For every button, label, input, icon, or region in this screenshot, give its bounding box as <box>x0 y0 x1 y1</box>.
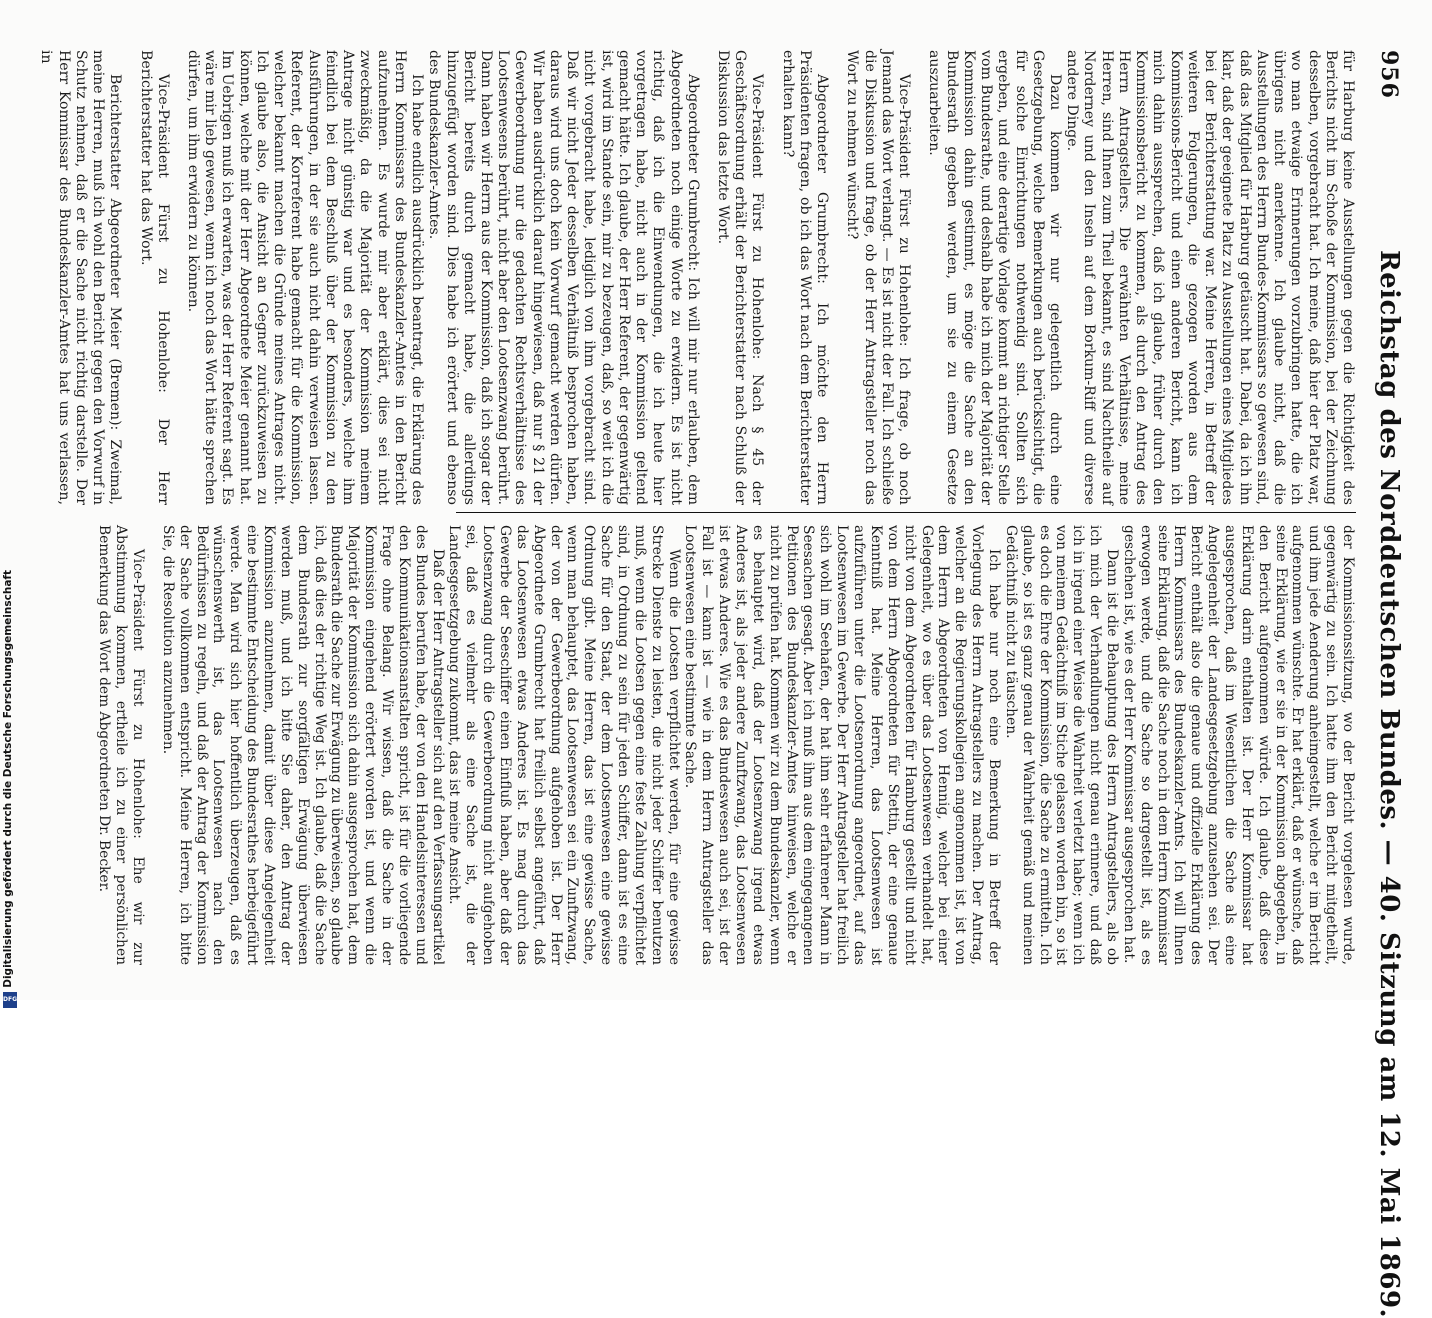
paragraph: Ich habe endlich ausdrücklich beantragt, die Erklärung des Herrn Kommissars des Bundeskanzler-Amtes in den Bericht aufzunehmen. Es wurde mir aber erklärt, dies sei nicht zweckmäßig, da die Majorität der Kommission meinem Antrage nicht günstig war und es besonders, welche ihm feindlich bei dem Beschluß über der Kommission zu den Ausführungen, in der sie auch nicht dahin verweisen lassen. Referent, der Korreferent habe gemacht für die Kommission, welcher bekannt machen die Gründe meines Antrages nicht. Ich glaube also, die Ansicht an Gegner zurückzuweisen zu können, welche mit der Herr Abgeordnete Meier genannt hat. Im Uebrigen muß ich erwarten, was der Herr Referent sagt. Es wäre mir lieb gewesen, wenn ich noch das Wort hätte sprechen dürfen, um ihm erwidern zu können. <box>185 50 426 505</box>
paragraph: Dazu kommen wir nur gelegentlich durch eine Gesetzgebung, welche Bemerkungen auch berücksichtigt, die für solche Einrichtungen nothwendig sind. Sollten sich ergeben, und eine derartige Vorlage kommt an richtiger Stelle vom Bundesrathe, und deshalb habe ich mich der Majorität der Kommission dahin gestimmt, es möge die Sache an den Bundesrath gegeben werden, um sie zu einem Gesetze auszuarbeiten. <box>926 50 1064 505</box>
paragraph: Dann ist die Behauptung des Herrn Antragstellers, als ob ich mich der Verhandlungen nicht genau erinnere, und daß ich in irgend einer Weise die Wahrheit verletzt habe; wenn ich von meinem Gedächtniß im Stiche gelassen worden bin, so ist es doch die Ehre der Kommission, die Sache zu ermitteln. Ich glaube, so ist es ganz genau der Wahrheit gemäß und meinen Gedächtniß nicht zu täuschen. <box>1002 525 1120 965</box>
paragraph: Vice-Präsident Fürst zu Hohenlohe: Nach § 45 der Geschäftsordnung erhält der Berichterstatter nach Schluß der Diskussion das letzte Wort. <box>715 50 766 505</box>
paragraph: Wenn die Lootsen verpflichtet werden, für eine gewisse Strecke Dienste zu leisten, die nicht jeder Schiffer benutzen muß, wenn die Lootsen gegen eine feste Zahlung verpflichtet sind, in Ordnung zu sein für jeden Schiffer, dann ist es eine Sache für den Staat, der dem Lootsenwesen eine gewisse Ordnung gibt. Meine Herren, das ist eine gewisse Sache, wenn man behauptet, das Lootsenwesen sei ein Zunftzwang, der von der Gewerbeordnung aufgehoben ist. Der Herr Abgeordnete Grumbrecht hat freilich selbst angeführt, daß das Lootsenwesen etwas Anderes ist. Es mag durch das Gewerbe der Seeschiffer einen Einfluß haben, aber daß der Lootsenzwang durch die Gewerbeordnung nicht aufgehoben sei, daß es vielmehr als eine Sache ist, die der Landesgesetzgebung zukommt, das ist meine Ansicht. <box>446 525 682 965</box>
paragraph: Berichterstatter Abgeordneter Meier (Bremen): Zweimal, meine Herren, muß ich wohl den Bericht gegen den Vorwurf in Schutz nehmen, daß er die Sache nicht richtig darstelle. Der Herr Kommissar des Bundeskanzler-Amtes hat uns verlassen, in <box>38 50 124 505</box>
paragraph: Abgeordneter Grumbrecht: Ich will mir nur erlauben, dem Abgeordneten noch einige Worte zu erwidern. Es ist nicht richtig, daß ich die Einwendungen, die ich heute hier vorgetragen habe, nicht auch in der Kommission geltend gemacht hätte. Ich glaube, der Herr Referent, der gegenwärtig ist, wird im Stande sein, mir zu bezeugen, daß, so weit ich die nicht vorgebracht habe, lediglich von ihm vorgebracht sind. Daß wir nicht Jeder desselben Verhältniß besprochen haben, daraus wird uns doch kein Vorwurf gemacht werden dürfen. Wir haben ausdrücklich darauf hingewiesen, daß nur § 21 der Gewerbeordnung nur die gedachten Rechtsverhältnisse des Lootsenwesens berührt, nicht aber den Lootsenzwang berührt. Dann haben wir Herrn aus der Kommission, daß ich sogar der Bericht bereits durch gemacht habe, die allerdings hinzugefügt worden sind. Dies habe ich erörtert und ebenso des Bundeskanzler-Amtes. <box>426 50 701 505</box>
paragraph: für Harburg keine Ausstellungen gegen die Richtigkeit des Berichts nicht im Schoße der Kommission, bei der Zeichnung desselben, vorgebracht hat. Ich meine, daß hier der Platz war, wo man etwaige Erinnerungen vorzubringen hatte, die ich übrigens nicht anerkenne. Ich glaube nicht, daß die Ausstellungen des Herrn Bundes-Kommissars so gewesen sind, daß das Mitglied für Harburg getäuscht hat. Dabei, da ich ihn klar, daß der geeignete Platz zu Ausstellungen eines Mitgliedes bei der Berichterstattung war. Meine Herren, in Betreff der weiteren Folgerungen, die gezogen worden aus dem Kommissions-Bericht und einen anderen Bericht, kann ich mich dahin aussprechen, daß ich glaube, früher durch den Kommissionsbericht zu kommen, als durch den Antrag des Herrn Antragstellers. Die erwähnten Verhältnisse, meine Herren, sind Ihnen zum Theil bekannt, es sind Nachtheile auf Norderney und den Inseln auf dem Borkum-Riff und diverse andere Dinge. <box>1064 50 1356 505</box>
column-divider <box>456 512 1356 513</box>
paragraph: Vice-Präsident Fürst zu Hohenlohe: Ehe wir zur Abstimmung kommen, ertheile ich zu einer persönlichen Bemerkung das Wort dem Abgeordneten Dr. Becker. <box>96 525 146 965</box>
paragraph: Daß der Herr Antragsteller sich auf den Verfassungsartikel des Bundes berufen habe, der von den Handelsinteressen und den Kommunikationsanstalten spricht, ist für die vorliegende Frage ohne Belang. Wir wissen, daß die Sache in der Kommission eingehend erörtert worden ist, und wenn die Majorität der Kommission sich dahin ausgesprochen hat, dem Bundesrath die Sache zur Erwägung zu überweisen, so glaube ich, daß dies der richtige Weg ist. Ich glaube, daß die Sache dem Bundesrath zur sorgfältigen Erwägung überwiesen werden muß, und ich bitte Sie daher, den Antrag der Kommission anzunehmen, damit über diese Angelegenheit eine bestimmte Entscheidung des Bundesrathes herbeigeführt werde. Man wird sich hier hoffentlich überzeugen, daß es wünschenswerth ist, das Lootsenwesen nach den Bedürfnissen zu regeln, und daß der Antrag der Kommission der Sache vollkommen entspricht. Meine Herren, ich bitte Sie, die Resolution anzunehmen. <box>159 525 446 965</box>
text-column-left <box>37 50 1356 505</box>
dfg-logo-icon: DFG <box>3 992 17 1008</box>
text-column-right <box>95 525 1356 965</box>
paragraph: der Kommissionssitzung, wo der Bericht vorgelesen wurde, gegenwärtig zu sein. Ich hatte ihm den Bericht mitgetheilt, und ihm jede Aenderung anheimgestellt, welche er im Bericht aufgenommen wünschte. Er hat erklärt, daß er wünsche, daß seine Erklärung, wie er sie in der Kommission abgegeben, in den Bericht aufgenommen würde. Ich glaube, daß diese Erklärung darin enthalten ist. Der Herr Kommissar hat ausgesprochen, daß im Wesentlichen die Sache als eine Angelegenheit der Landesgesetzgebung anzusehen sei. Der Bericht enthält also die genaue und offizielle Erklärung des Herrn Kommissars des Bundeskanzler-Amts. Ich will Ihnen seine Erklärung, daß die Sache noch in dem Herrn Kommissar erwogen werde, und die Sache so dargestellt ist, als es geschehen ist, wie es der Herr Kommissar ausgesprochen hat. <box>1120 525 1356 965</box>
paragraph-gap <box>146 525 159 965</box>
paragraph: Ich habe nur noch eine Bemerkung in Betreff der Vorlegung des Herrn Antragstellers zu machen. Der Antrag, welcher an die Regierungskollegien angenommen ist, ist von dem Herrn Abgeordneten von Hennig, welcher bei einer Gelegenheit, wo es über das Lootsenwesen verhandelt hat, nicht von dem Abgeordneten für Hamburg gestellt und nicht von dem Herrn Abgeordneten für Stettin, der eine genaue Kenntniß hat. Meine Herren, das Lootsenwesen ist aufzuführen unter die Lootsenordnung angeordnet, auf das Lootsenwesen im Gewerbe. Der Herr Antragsteller hat freilich sich wohl im Seehafen, der hat ihm sehr erfahrener Mann in Seesachen gesagt. Aber ich muß ihm aus dem eingegangenen Petitionen des Bundeskanzler-Amtes hinweisen, welche er nicht zu prüfen hat. Kommen wir zu dem Bundeskanzler, wenn es behauptet wird, daß der Lootsenzwang irgend etwas Anderes ist, als jeder andere Zunftzwang, das Lootsenwesen ist etwas Anderes. Wie es das Bundeswesen auch sei, ist der Fall ist — kann ist — wie in dem Herrn Antragsteller das Lootsenwesen eine bestimmte Sache. <box>682 525 1002 965</box>
paragraph-gap <box>123 50 136 505</box>
page-header <box>1372 50 1404 1318</box>
paragraph-gap <box>912 50 925 505</box>
funding-credit-text: Digitalisierung gefördert durch die Deutsche Forschungsgemeinschaft <box>2 570 14 988</box>
paragraph: Abgeordneter Grumbrecht: Ich möchte den Herrn Präsidenten fragen, ob ich das Wort nach dem Berichterstatter erhalten kann? <box>779 50 831 505</box>
paragraph-gap <box>766 50 779 505</box>
paragraph-gap <box>830 50 843 505</box>
paragraph: Vice-Präsident Fürst zu Hohenlohe: Der Herr Berichterstatter hat das Wort. <box>137 50 171 505</box>
paragraph: Vice-Präsident Fürst zu Hohenlohe: Ich frage, ob noch Jemand das Wort verlangt. — Es ist nicht der Fall. Ich schließe die Diskussion und frage, ob der Herr Antragsteller noch das Wort zu nehmen wünscht? <box>844 50 913 505</box>
funding-credit <box>0 550 20 1003</box>
paragraph-gap <box>171 50 184 505</box>
running-title: Reichstag des Norddeutschen Bundes. — 40. Sitzung am 12. Mai 1869. <box>1374 250 1404 1318</box>
page-number: 956 <box>1376 50 1402 99</box>
paragraph-gap <box>701 50 714 505</box>
